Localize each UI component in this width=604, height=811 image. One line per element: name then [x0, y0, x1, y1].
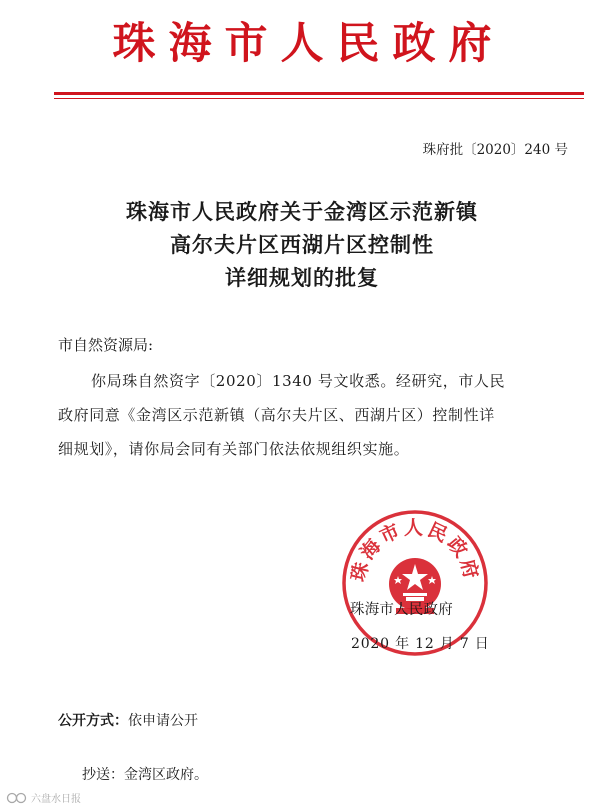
watermark-logo-icon: [6, 792, 28, 804]
body-paragraph-line: 细规划》，请你局会同有关部门依法依规组织实施。: [58, 440, 410, 458]
document-title-line: 高尔夫片区西湖片区控制性: [170, 232, 434, 257]
disclosure-label: 公开方式：: [58, 713, 128, 729]
document-title-line: 珠海市人民政府关于金湾区示范新镇: [126, 199, 478, 224]
disclosure-method: [58, 710, 198, 730]
masthead-rule-thick: [54, 92, 584, 95]
masthead-title: 珠海市人民政府: [112, 19, 505, 69]
masthead-rule-thin: [54, 98, 584, 99]
carbon-copy: 抄送：金湾区政府。: [82, 767, 208, 783]
document-title-line: 详细规划的批复: [225, 265, 379, 290]
signing-authority: 珠海市人民政府: [350, 602, 453, 618]
watermark-text: 六盘水日报: [31, 794, 81, 805]
body-paragraph-line: 政府同意《金湾区示范新镇（高尔夫片区、西湖片区）控制性详: [58, 406, 495, 424]
body-paragraph-line: 你局珠自然资字〔2020〕1340 号文收悉。经研究，市人民: [91, 372, 506, 390]
seal-text: 珠海市人民政府: [347, 517, 483, 584]
issue-date: 2020 年 12 月 7 日: [351, 636, 490, 652]
watermark: [6, 790, 81, 805]
document-number: 珠府批〔2020〕240 号: [422, 142, 568, 158]
disclosure-value: 依申请公开: [128, 713, 198, 729]
addressee: 市自然资源局:: [58, 336, 154, 354]
